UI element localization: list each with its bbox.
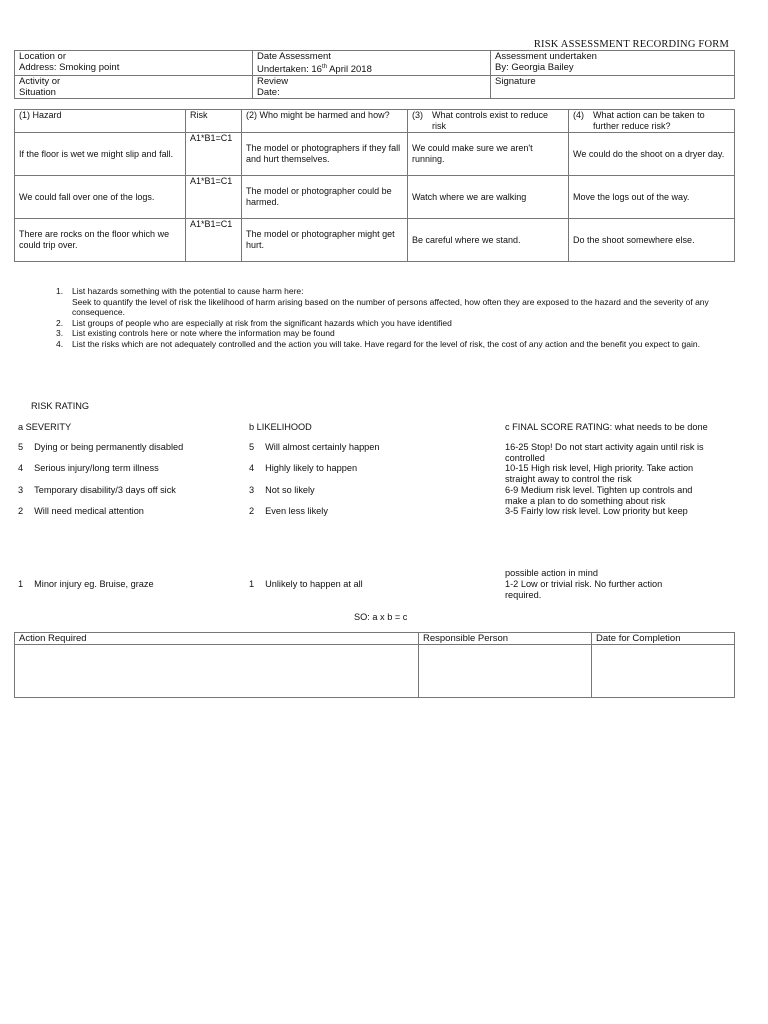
list-item: 2. List groups of people who are especially at risk from the significant hazards which you have identified [56,317,452,328]
header-table [14,50,735,99]
activity-cell [15,76,253,99]
date-label: Date Assessment [257,51,331,62]
action-cell: We could do the shoot on a dryer day. [569,133,735,176]
risk-rating-title: RISK RATING [31,401,90,411]
signature-cell [491,76,735,99]
address-value: Address: Smoking point [19,62,120,73]
final-score-item: 16-25 Stop! Do not start activity again until risk is controlled [505,442,704,463]
final-score-title: c FINAL SCORE RATING: what needs to be done [505,422,708,432]
list-item: 1. List hazards something with the potential to cause harm here: Seek to quantify the level of risk the likelihood of harm arising based on the number of persons affected, how often they are exposed to the hazard and the severity of any consequence. [56,286,709,317]
severity-item: 1 Minor injury eg. Bruise, graze [18,579,154,589]
controls-header: (3) What controls exist to reduce risk [408,110,569,133]
who-cell: The model or photographer could be harmed. [242,176,408,219]
severity-item: 2 Will need medical attention [18,506,144,516]
likelihood-item: 1 Unlikely to happen at all [249,579,363,589]
likelihood-item: 2 Even less likely [249,506,328,516]
risk-cell: A1*B1=C1 [186,219,242,262]
who-cell: The model or photographers if they fall and hurt themselves. [242,133,408,176]
risk-cell: A1*B1=C1 [186,176,242,219]
likelihood-item: 4 Highly likely to happen [249,463,358,473]
list-item: 4. List the risks which are not adequately controlled and the action you will take. Have regard for the level of risk, the cost of any action and the benefit you expect to gain. [56,338,700,349]
undertaken-date: Undertaken: 16th April 2018 [257,64,372,76]
severity-title: a SEVERITY [18,422,72,432]
severity-item: 4 Serious injury/long term illness [18,463,159,473]
final-score-item: possible action in mind 1-2 Low or trivial risk. No further action required. [505,568,663,600]
date-completion-header: Date for Completion [592,633,735,645]
controls-cell: Be careful where we stand. [408,219,569,262]
hazard-table [14,109,735,262]
instructions-list [56,286,736,349]
table-row [15,219,735,262]
assessment-label: Assessment undertaken [495,51,597,62]
list-item: 3. List existing controls here or note where the information may be found [56,328,335,338]
who-header: (2) Who might be harmed and how? [242,110,408,133]
table-row [15,133,735,176]
hazard-header: (1) Hazard [15,110,186,133]
review-label: Review [257,76,289,88]
who-cell: The model or photographer might get hurt. [242,219,408,262]
hazard-cell: We could fall over one of the logs. [15,176,186,219]
risk-cell: A1*B1=C1 [186,133,242,176]
assessor-name: By: Georgia Bailey [495,62,574,73]
review-cell [253,76,491,99]
hazard-cell: There are rocks on the floor which we could trip over. [15,219,186,262]
assessor-cell [491,51,735,76]
table-row [15,176,735,219]
location-label: Location or [19,51,67,62]
signature-label: Signature [495,76,536,88]
responsible-header: Responsible Person [419,633,592,645]
responsible-cell[interactable] [419,645,592,698]
formula: SO: a x b = c [354,612,408,622]
controls-cell: Watch where we are walking [408,176,569,219]
final-score-item: 6-9 Medium risk level. Tighten up controls and make a plan to do something about risk [505,485,693,506]
likelihood-item: 3 Not so likely [249,485,315,495]
date-completion-cell[interactable] [592,645,735,698]
risk-header: Risk [186,110,242,133]
review-date: Date: [257,87,280,99]
form-title: RISK ASSESSMENT RECORDING FORM [533,39,729,50]
final-score-item: 10-15 High risk level, High priority. Take action straight away to control the risk [505,463,694,484]
severity-item: 5 Dying or being permanently disabled [18,442,184,452]
action-cell: Move the logs out of the way. [569,176,735,219]
likelihood-item: 5 Will almost certainly happen [249,442,380,452]
controls-cell: We could make sure we aren't running. [408,133,569,176]
action-table [14,632,735,698]
hazard-cell: If the floor is wet we might slip and fall. [15,133,186,176]
action-required-header: Action Required [15,633,419,645]
action-required-cell[interactable] [15,645,419,698]
situation-label: Situation [19,87,56,99]
activity-label: Activity or [19,76,61,88]
action-header: (4) What action can be taken to further reduce risk? [569,110,735,133]
location-cell [15,51,253,76]
likelihood-title: b LIKELIHOOD [249,422,312,432]
severity-item: 3 Temporary disability/3 days off sick [18,485,176,495]
action-cell: Do the shoot somewhere else. [569,219,735,262]
final-score-item: 3-5 Fairly low risk level. Low priority but keep [505,506,688,516]
date-cell [253,51,491,76]
